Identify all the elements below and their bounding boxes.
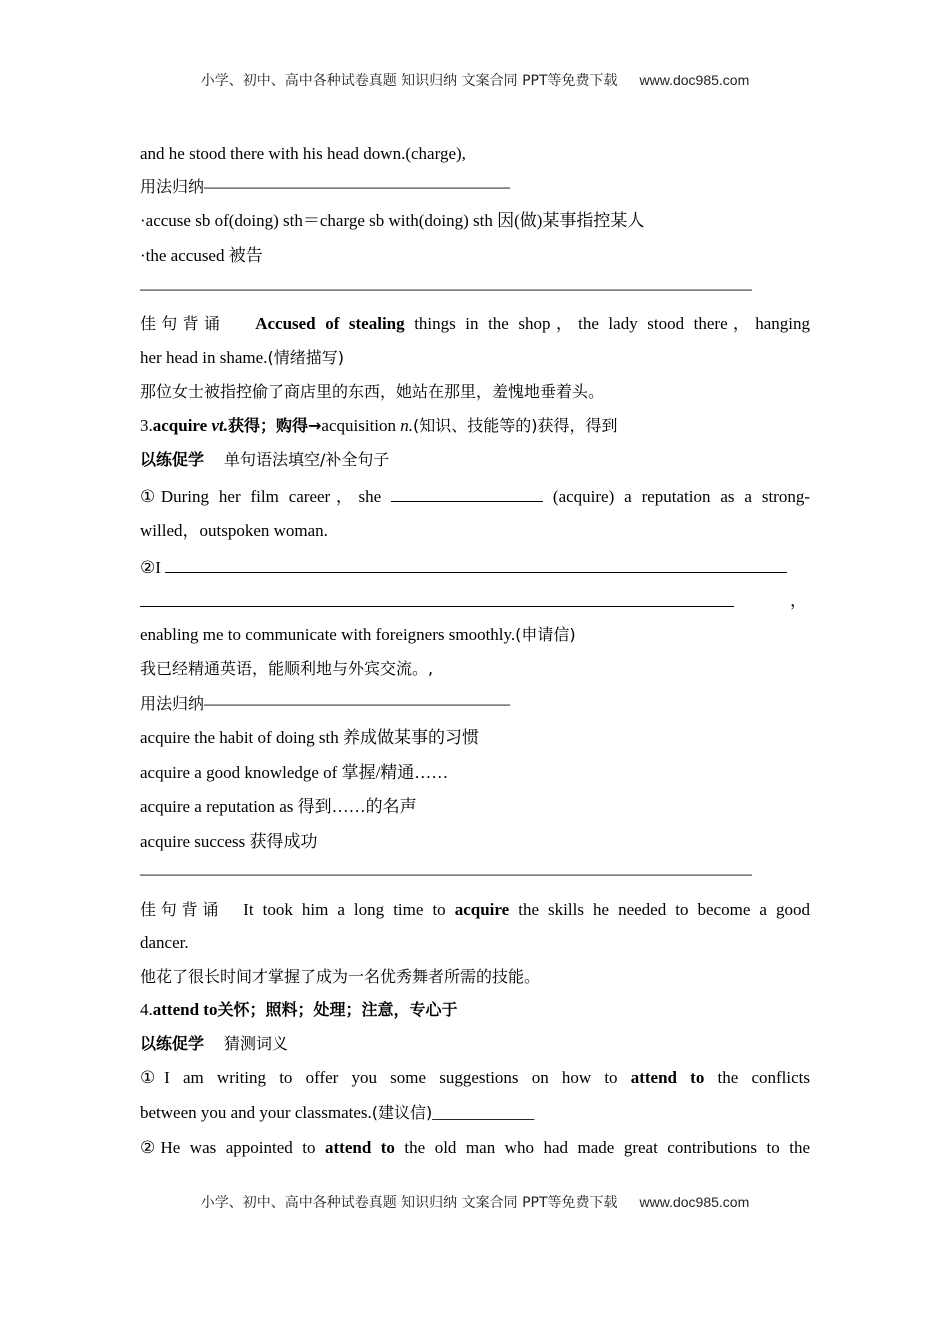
usage-item: ·the accused 被告 [140, 246, 263, 265]
question-1-cont: willed，outspoken woman. [140, 521, 328, 540]
meaning: 关怀；照料；处理；注意，专心于 [217, 1000, 458, 1019]
section-label: 佳句背诵 [140, 314, 226, 333]
text: (acquire) a reputation as a strong- [552, 487, 811, 506]
section-label: 佳句背诵 [140, 900, 224, 919]
text: ①During her film career，she [140, 487, 382, 506]
text: the old man who had made great contributions to the [394, 1138, 810, 1157]
question-2 [140, 556, 810, 579]
text: enabling me to communicate with foreigners smoothly. [140, 625, 516, 644]
word-heading [140, 415, 810, 437]
text: between you and your classmates. [140, 1103, 372, 1122]
tag: (建议信) [371, 1103, 433, 1122]
text: the conflicts [704, 1068, 810, 1087]
question-2-cont [140, 624, 810, 646]
translation: 我已经精通英语，能顺利地与外宾交流。, [140, 659, 434, 678]
usage-label: 用法归纳 [140, 177, 205, 196]
text: ②He was appointed to [140, 1138, 325, 1157]
sentence-line [140, 313, 810, 335]
page-header [0, 70, 950, 90]
text: the skills he needed to become a good [509, 900, 810, 919]
task: 猜测词义 [224, 1034, 289, 1053]
answer-blank[interactable] [140, 590, 734, 607]
translation: 那位女士被指控偷了商店里的东西，她站在那里，羞愧地垂着头。 [140, 382, 605, 401]
bold-phrase: attend to [630, 1068, 705, 1087]
tag: (情绪描写) [267, 348, 344, 367]
bold-phrase: attend to [325, 1138, 395, 1157]
usage-heading [140, 176, 810, 198]
text-line: and he stood there with his head down.(charge), [140, 144, 466, 163]
comma: ， [790, 591, 807, 610]
header-text: 小学、初中、高中各种试卷真题 知识归纳 文案合同 PPT等免费下载 [200, 73, 618, 89]
answer-blank[interactable] [165, 556, 787, 573]
page-footer [0, 1192, 950, 1212]
meaning: (知识、技能等的)获得，得到 [413, 416, 618, 435]
text: ①I am writing to offer you some suggestions on how to [140, 1068, 631, 1087]
usage-item: acquire a good knowledge of 掌握/精通…… [140, 763, 449, 782]
practice-heading [140, 1033, 810, 1055]
dashes: —————————————————— [204, 177, 511, 196]
usage-item: acquire a reputation as 得到……的名声 [140, 797, 417, 816]
text: things in the shop，the lady stood there，hanging [404, 314, 810, 333]
separator: ———————————————————————————————————— [140, 279, 752, 298]
header-url: www.doc985.com [639, 72, 750, 88]
dashes: —————————————————— [204, 694, 511, 713]
pos: vt. [211, 416, 228, 435]
usage-label: 用法归纳 [140, 694, 205, 713]
usage-item: acquire success 获得成功 [140, 832, 318, 851]
word-heading [140, 999, 810, 1021]
answer-blank[interactable] [391, 485, 543, 502]
tag: (申请信) [515, 625, 576, 644]
question-1 [140, 485, 810, 508]
deriv: acquisition [321, 416, 401, 435]
question-2 [140, 1137, 810, 1159]
bold-word: acquire [454, 900, 510, 919]
footer-text: 小学、初中、高中各种试卷真题 知识归纳 文案合同 PPT等免费下载 [200, 1195, 618, 1211]
word: acquire [152, 416, 208, 435]
question-1 [140, 1067, 810, 1089]
sentence-line: dancer. [140, 933, 189, 952]
text: ②I [140, 558, 161, 577]
sentence-line [140, 899, 810, 921]
separator: ———————————————————————————————————— [140, 864, 752, 883]
usage-item: ·accuse sb of(doing) sth＝charge sb with(doing) sth 因(做)某事指控某人 [140, 211, 645, 230]
question-2-line2 [140, 590, 810, 613]
practice-heading [140, 449, 810, 471]
label: 以练促学 [140, 1034, 205, 1053]
usage-heading [140, 693, 810, 715]
task: 单句语法填空/补全句子 [224, 450, 390, 469]
text: It took him a long time to [243, 900, 455, 919]
text: her head in shame. [140, 348, 268, 367]
bold-phrase: Accused of stealing [255, 314, 405, 333]
usage-item: acquire the habit of doing sth 养成做某事的习惯 [140, 728, 480, 747]
label: 以练促学 [140, 450, 205, 469]
num: 3. [140, 416, 153, 435]
translation: 他花了很长时间才掌握了成为一名优秀舞者所需的技能。 [140, 967, 541, 986]
footer-url: www.doc985.com [639, 1194, 750, 1210]
question-1-cont [140, 1102, 810, 1124]
sentence-line [140, 347, 810, 369]
meaning: 获得；购得→ [228, 416, 322, 435]
num: 4. [140, 1000, 153, 1019]
answer-blank[interactable]: ____________ [432, 1103, 535, 1122]
word: attend to [152, 1000, 218, 1019]
pos: n. [400, 416, 414, 435]
